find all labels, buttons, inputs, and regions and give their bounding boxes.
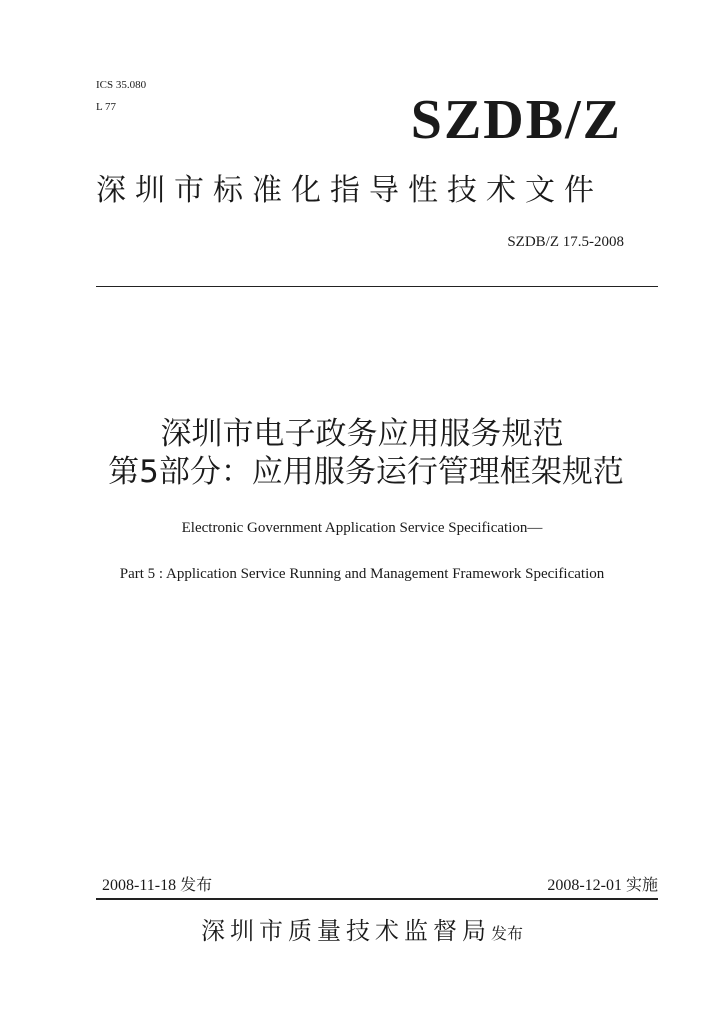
classification-code: L 77 <box>96 101 117 113</box>
issue-date: 2008-11-18 发布 <box>102 877 213 894</box>
document-type: 深圳市标准化指导性技术文件 <box>96 173 603 208</box>
english-title-line-2: Part 5 : Application Service Running and Management Framework Specification <box>119 566 605 582</box>
document-code: SZDB/Z 17.5-2008 <box>507 234 624 250</box>
title-line-2: 第5部分：应用服务运行管理框架规范 <box>108 454 624 490</box>
footer-divider <box>96 898 658 900</box>
publisher-org: 深圳市质量技术监督局 <box>200 917 491 945</box>
english-title-line-1: Electronic Government Application Service Specification— <box>181 520 543 536</box>
standard-brand: SZDB/Z <box>410 89 622 151</box>
publisher <box>0 916 724 949</box>
ics-code: ICS 35.080 <box>96 79 147 91</box>
header-divider <box>96 286 658 287</box>
publish-action: 发布 <box>490 924 523 943</box>
implementation-date: 2008-12-01 实施 <box>547 877 658 894</box>
title-line-1: 深圳市电子政务应用服务规范 <box>160 416 564 452</box>
